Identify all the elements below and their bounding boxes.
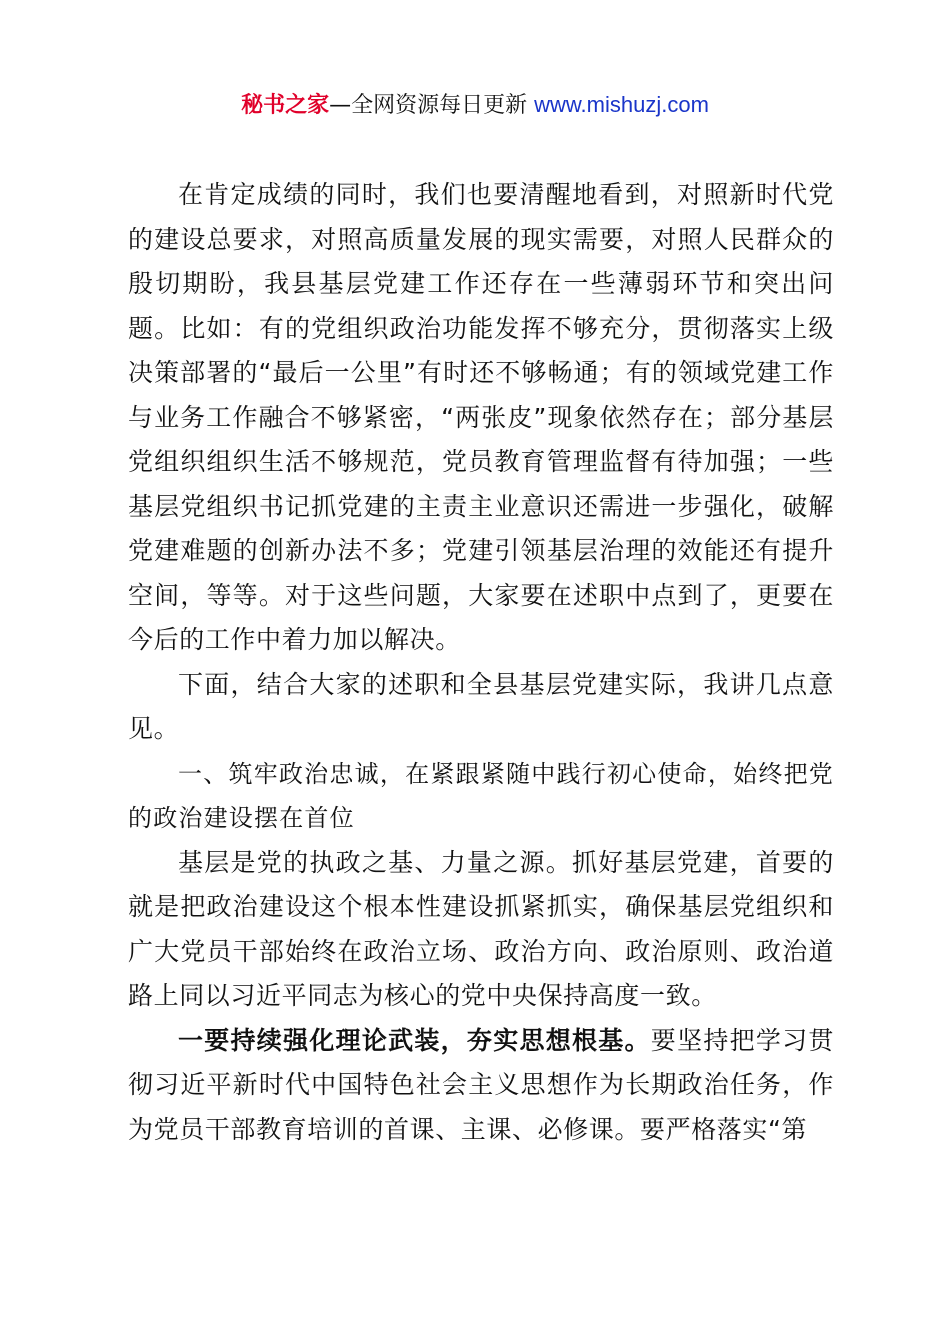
point-one-text: 要坚持把学习贯彻习近平新时代中国特色社会主义思想作为长期政治任务，作为党员干部教育培训的首课、主课、必修课。要严格落实“第 [128, 1025, 834, 1144]
paragraph-problems: 在肯定成绩的同时，我们也要清醒地看到，对照新时代党的建设总要求，对照高质量发展的现实需要，对照人民群众的殷切期盼，我县基层党建工作还存在一些薄弱环节和突出问题。比如：有的党组织政治功能发挥不够充分，贯彻落实上级决策部署的“最后一公里”有时还不够畅通；有的领域党建工作与业务工作融合不够紧密，“两张皮”现象依然存在；部分基层党组织组织生活不够规范，党员教育管理监督有待加强；一些基层党组织书记抓党建的主责主业意识还需进一步强化，破解党建难题的创新办法不多；党建引领基层治理的效能还有提升空间，等等。对于这些问题，大家要在述职中点到了，更要在今后的工作中着力加以解决。 [128, 180, 834, 654]
site-brand: 秘书之家 [241, 93, 330, 118]
point-one-lead: 一要持续强化理论武装，夯实思想根基。 [178, 1025, 651, 1055]
paragraph-point-one [128, 1019, 834, 1153]
paragraph-intro-opinions: 下面，结合大家的述职和全县基层党建实际，我讲几点意见。 [128, 669, 834, 743]
document-body [128, 173, 834, 1152]
site-url-link[interactable]: www.mishuzj.com [534, 92, 709, 117]
paragraph-political-building: 基层是党的执政之基、力量之源。抓好基层党建，首要的就是把政治建设这个根本性建设抓紧抓实，确保基层党组织和广大党员干部始终在政治立场、政治方向、政治原则、政治道路上同以习近平同志为核心的党中央保持高度一致。 [128, 847, 834, 1010]
site-header [0, 88, 950, 123]
site-slogan: —全网资源每日更新 [329, 93, 528, 118]
section-heading-one: 一、筑牢政治忠诚，在紧跟紧随中践行初心使命，始终把党的政治建设摆在首位 [128, 759, 834, 832]
